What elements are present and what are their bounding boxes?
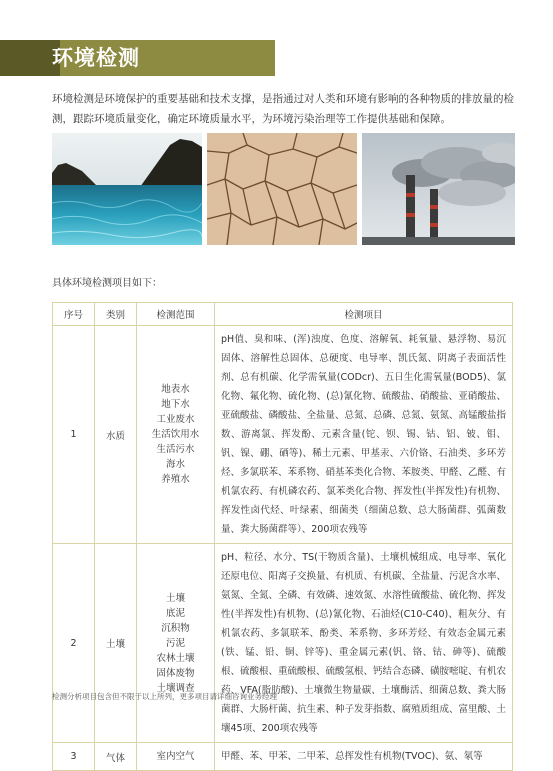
row-category: 气体 xyxy=(95,743,137,771)
scope-item: 生活污水 xyxy=(156,444,195,455)
scope-item: 地表水 xyxy=(161,384,190,395)
row-items: pH值、臭和味、(浑)浊度、色度、溶解氧、耗氧量、悬浮物、易沉固体、溶解性总固体、总硬度、电导率、凯氏氮、阴离子表面活性剂、总有机碳、化学需氧量(CODcr)、五日生化需氧量(BOD5)、氯化物、氟化物、硫化物、(总)氰化物、硫酸盐、硝酸盐、亚硝酸盐、亚硫酸盐、磷酸盐、全盐量、总氮、总磷、总氮、氨氮、高锰酸盐指数、游离氯、挥发酚、元素含量(铊、钡、锡、钴、铝、铍、钼、钒、镍、硼、硒等)、稀土元素、甲基汞、六价铬、石油类、多环芳烃、多氯联苯、苯系物、硝基苯类化合物、苯胺类、甲醛、乙醛、有机氯农药、有机磷农药、氯苯类化合物、挥发性(半挥发性)有机物、挥发性卤代烃、叶绿素、细菌类（细菌总数、总大肠菌群、弧菌数量、粪大肠菌群等）、200项农残等 xyxy=(215,326,513,544)
cracked-soil-photo xyxy=(207,133,357,245)
header-items: 检测项目 xyxy=(215,303,513,326)
scope-item: 土壤调查 xyxy=(156,682,195,694)
row-no: 3 xyxy=(53,743,95,771)
row-no: 2 xyxy=(53,544,95,743)
scope-item: 养殖水 xyxy=(161,474,190,485)
scope-item: 地下水 xyxy=(161,399,190,410)
table-row-gas xyxy=(53,743,513,771)
row-scope xyxy=(137,326,215,544)
intro-paragraph: 环境检测是环境保护的重要基础和技术支撑，是指通过对人类和环境有影响的各种物质的排放量的检测，跟踪环境质量变化，确定环境质量水平，为环境污染治理等工作提供基础和保障。 xyxy=(52,93,514,125)
header-category: 类别 xyxy=(95,303,137,326)
row-category: 水质 xyxy=(95,326,137,544)
row-scope xyxy=(137,544,215,743)
scope-item: 生活饮用水 xyxy=(151,429,200,440)
table-header-row xyxy=(53,303,513,326)
section-header-accent xyxy=(0,40,60,76)
row-items: 甲醛、苯、甲苯、二甲苯、总挥发性有机物(TVOC)、氨、氡等 xyxy=(215,743,513,771)
scope-item: 沉积物 xyxy=(161,622,190,634)
header-scope: 检测范围 xyxy=(137,303,215,326)
row-scope xyxy=(137,743,215,771)
footnote: 检测分析项目包含但不限于以上所列，更多项目请详细咨询业务经理 xyxy=(52,692,277,701)
smokestack-photo xyxy=(362,133,515,245)
scope-item: 污泥 xyxy=(165,637,185,649)
row-items: pH、粒径、水分、TS(干物质含量)、土壤机械组成、电导率、氧化还原电位、阳离子交换量、有机质、有机碳、全盐量、污泥含水率、氨氮、全氮、全磷、有效磷、速效氮、水溶性硫酸盐、硫化物、挥发性(半挥发性)有机物、(总)氰化物、石油烃(C10-C40)、粗灰分、有机氯农药、多氯联苯、酚类、苯系物、多环芳烃、有效态金属元素(铁、锰、铅、铜、锌等)、重金属元素(钒、铬、钴、砷等)、硫酸根、硫酸根、重硫酸根、硫酸氢根、钙结合态磷、磺胺嘧啶、有机农药、VFA(脂肪酸)、土壤微生物量碳、土壤酶活、细菌总数、粪大肠菌群、大肠杆菌、抗生素、种子发芽指数、腐殖质组成、富里酸、土壤45项、200项农残等 xyxy=(215,544,513,743)
scope-item: 农林土壤 xyxy=(156,652,195,664)
header-no: 序号 xyxy=(53,303,95,326)
scope-item: 海水 xyxy=(165,459,185,470)
row-no: 1 xyxy=(53,326,95,544)
table-row-soil xyxy=(53,544,513,743)
scope-item: 工业废水 xyxy=(156,414,195,425)
row-category: 土壤 xyxy=(95,544,137,743)
scope-item: 室内空气 xyxy=(156,751,195,762)
table-row-water xyxy=(53,326,513,544)
water-photo xyxy=(52,133,202,245)
scope-item: 土壤 xyxy=(165,592,185,604)
scope-item: 底泥 xyxy=(165,607,185,619)
table-caption: 具体环境检测项目如下： xyxy=(52,278,162,289)
scope-item: 固体废物 xyxy=(156,667,195,679)
section-title: 环境检测 xyxy=(52,46,140,70)
